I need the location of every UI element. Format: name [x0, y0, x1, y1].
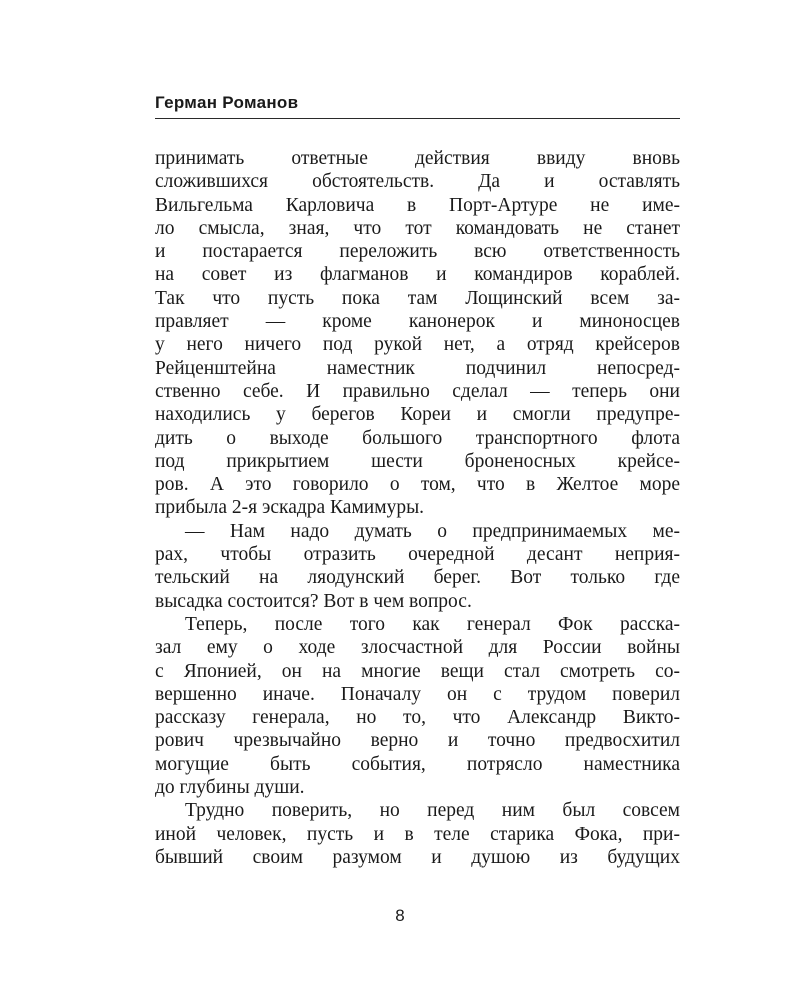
text-line: на совет из флагманов и командиров кораблей.: [155, 264, 680, 286]
text-line: Вильгельма Карловича в Порт-Артуре не име-: [155, 194, 680, 216]
text-line: рович чрезвычайно верно и точно предвосхитил: [155, 730, 680, 752]
text-line: рассказу генерала, но то, что Александр Викто-: [155, 707, 680, 729]
text-line: сложившихся обстоятельств. Да и оставлять: [155, 171, 680, 193]
text-line: до глубины души.: [155, 777, 305, 799]
text-line: у него ничего под рукой нет, а отряд крейсеров: [155, 334, 680, 356]
text-line: ров. А это говорило о том, что в Желтое море: [155, 474, 680, 496]
text-line: под прикрытием шести броненосных крейсе-: [155, 450, 680, 472]
text-line: Трудно поверить, но перед ним был совсем: [185, 800, 680, 822]
text-line: зал ему о ходе злосчастной для России войны: [155, 637, 680, 659]
text-line: иной человек, пусть и в теле старика Фока, при-: [155, 823, 680, 845]
running-head-author: Герман Романов: [155, 92, 680, 119]
text-line: Рейценштейна наместник подчинил непосред-: [155, 357, 680, 379]
body-text: [155, 147, 680, 869]
text-line: прибыла 2-я эскадра Камимуры.: [155, 497, 425, 519]
page-number: 8: [395, 906, 405, 925]
text-line: ло смысла, зная, что тот командовать не станет: [155, 217, 680, 239]
text-line: тельский на ляодунский берег. Вот только где: [155, 567, 680, 589]
text-line: и постарается переложить всю ответственность: [155, 241, 680, 263]
text-line: рах, чтобы отразить очередной десант неприя-: [155, 544, 680, 566]
text-line: высадка состоится? Вот в чем вопрос.: [155, 590, 472, 612]
text-line: бывший своим разумом и душою из будущих: [155, 846, 680, 868]
text-line: дить о выходе большого транспортного флота: [155, 427, 680, 449]
text-line: с Японией, он на многие вещи стал смотреть со-: [155, 660, 680, 682]
text-line: — Нам надо думать о предпринимаемых ме-: [185, 520, 680, 542]
text-line: принимать ответные действия ввиду вновь: [155, 148, 680, 169]
text-line: Теперь, после того как генерал Фок расска-: [185, 613, 680, 635]
text-line: ственно себе. И правильно сделал — теперь они: [155, 380, 680, 402]
text-line: Так что пусть пока там Лощинский всем за-: [155, 287, 680, 309]
text-line: могущие быть события, потрясло наместника: [155, 753, 680, 775]
text-line: вершенно иначе. Поначалу он с трудом поверил: [155, 683, 680, 705]
text-line: находились у берегов Кореи и смогли предупре-: [155, 404, 680, 426]
text-line: правляет — кроме канонерок и миноносцев: [155, 311, 680, 333]
